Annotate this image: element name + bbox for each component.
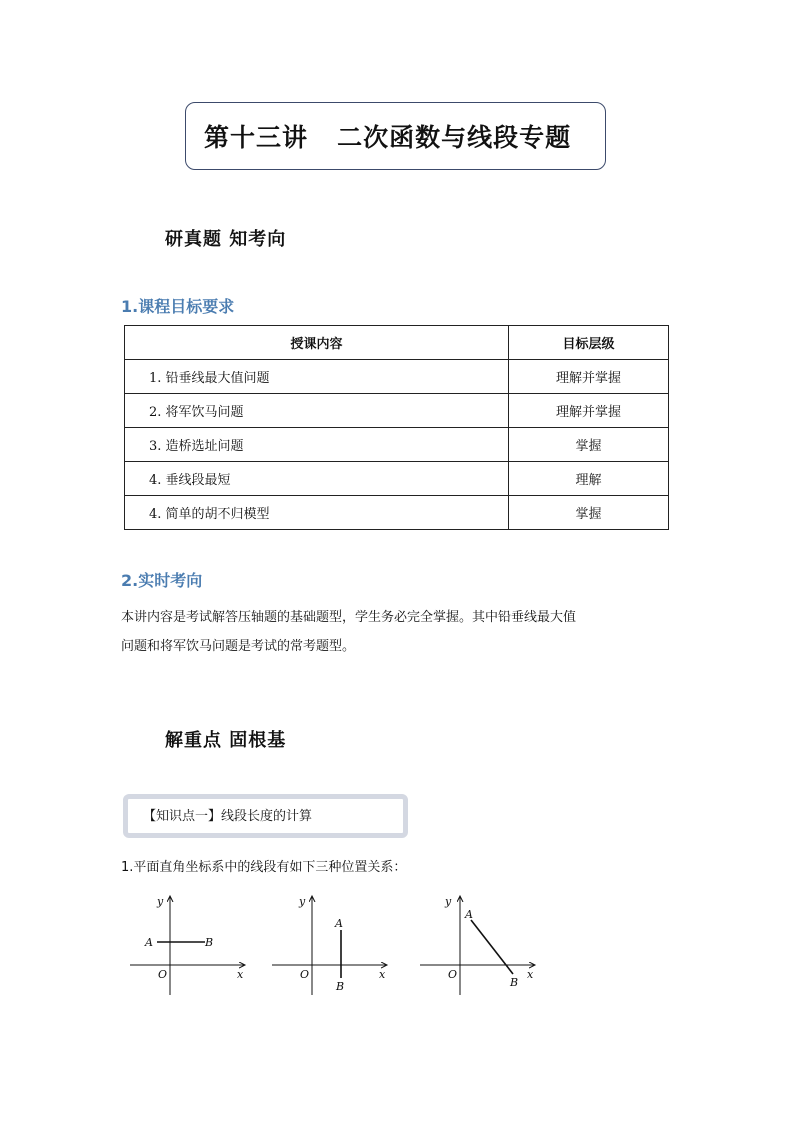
row-content: 4. 简单的胡不归模型 [125, 496, 509, 530]
section-heading-2: 解重点 固根基 [165, 730, 287, 751]
y-label: y [445, 895, 452, 908]
point-b-label: B [510, 976, 519, 989]
row-level: 掌握 [509, 496, 669, 530]
table-header-row [125, 326, 669, 360]
trend-paragraph [121, 603, 681, 661]
row-level: 掌握 [509, 428, 669, 462]
point-a-label: A [335, 917, 343, 930]
section-heading-1: 研真题 知考向 [165, 229, 287, 250]
row-level: 理解 [509, 462, 669, 496]
column-header-level: 目标层级 [509, 326, 669, 360]
y-label: y [299, 895, 306, 908]
origin-label: O [448, 968, 458, 981]
item-1-text: 1.平面直角坐标系中的线段有如下三种位置关系： [121, 860, 407, 875]
row-content: 4. 垂线段最短 [125, 462, 509, 496]
point-b-label: B [336, 980, 345, 993]
table-row [125, 428, 669, 462]
row-content: 2. 将军饮马问题 [125, 394, 509, 428]
segment-ab [471, 920, 513, 974]
table-row [125, 360, 669, 394]
figure-vertical-segment [267, 890, 397, 1000]
row-level: 理解并掌握 [509, 360, 669, 394]
row-content: 3. 造桥选址问题 [125, 428, 509, 462]
figure-oblique-segment [415, 890, 545, 1000]
trend-line-2: 问题和将军饮马问题是考试的常考题型。 [121, 639, 356, 654]
point-a-label: A [145, 936, 153, 949]
x-label: x [237, 968, 244, 981]
page-title: 第十三讲 二次函数与线段专题 [204, 123, 572, 152]
table-row [125, 462, 669, 496]
y-label: y [157, 895, 164, 908]
row-level: 理解并掌握 [509, 394, 669, 428]
point-a-label: A [465, 908, 473, 921]
table-row [125, 496, 669, 530]
row-content: 1. 铅垂线最大值问题 [125, 360, 509, 394]
goals-table [124, 325, 669, 530]
trend-line-1: 本讲内容是考试解答压轴题的基础题型，学生务必完全掌握。其中铅垂线最大值 [121, 610, 577, 625]
x-label: x [379, 968, 386, 981]
trend-heading: 2.实时考向 [121, 571, 203, 590]
column-header-content: 授课内容 [125, 326, 509, 360]
figure-horizontal-segment [125, 890, 255, 1000]
knowledge-point-title: 【知识点一】线段长度的计算 [143, 809, 313, 824]
x-label: x [527, 968, 534, 981]
point-b-label: B [205, 936, 214, 949]
goals-heading: 1.课程目标要求 [121, 297, 235, 316]
table-row [125, 394, 669, 428]
origin-label: O [158, 968, 168, 981]
origin-label: O [300, 968, 310, 981]
